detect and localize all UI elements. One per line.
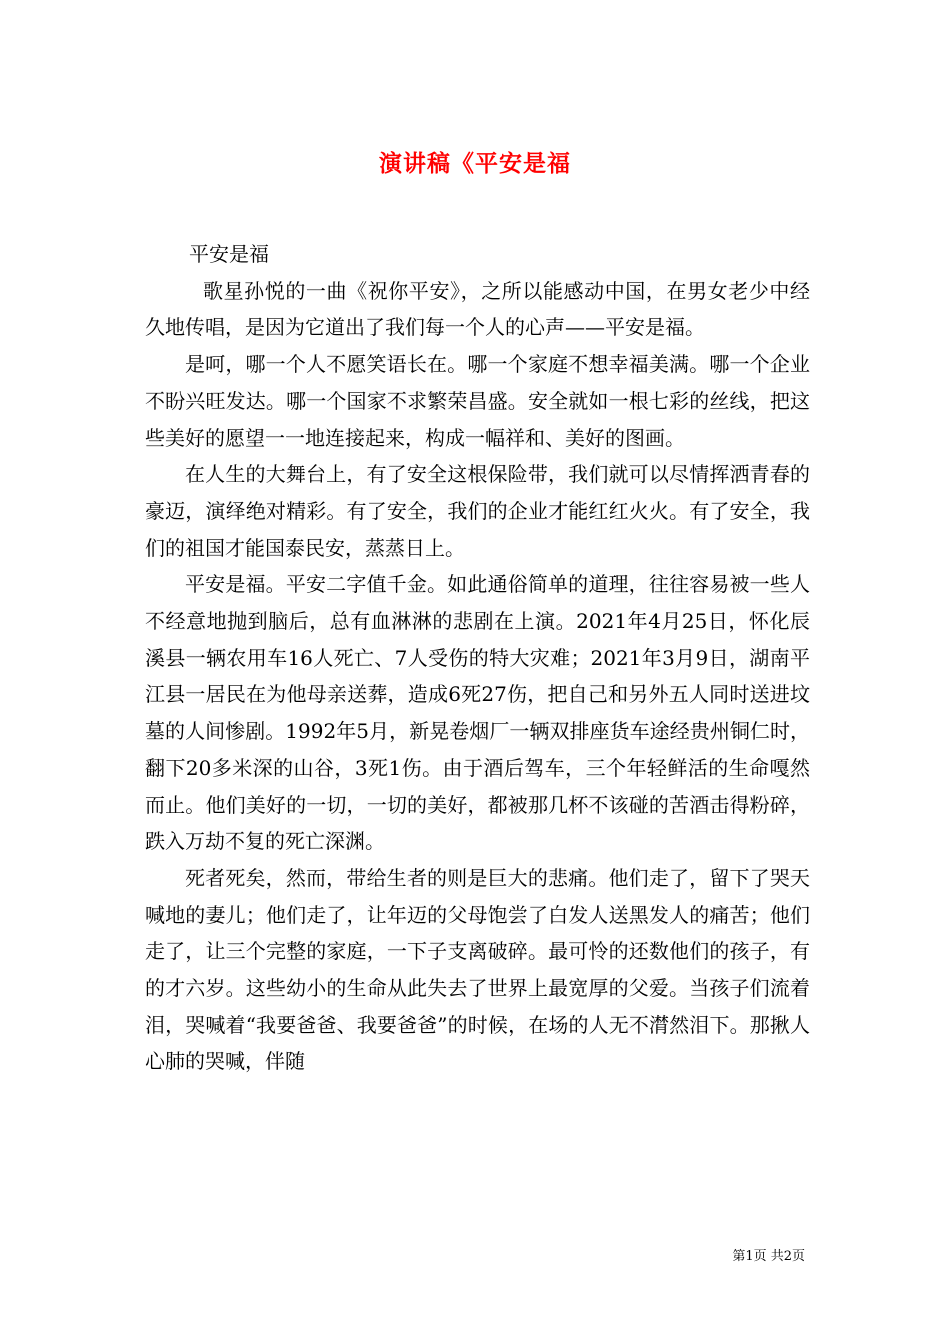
page-number: 第1页 共2页 [732, 1249, 805, 1264]
subtitle-paragraph: 平安是福 [189, 242, 269, 266]
body-paragraph-3: 在人生的大舞台上，有了安全这根保险带，我们就可以尽情挥洒青春的豪迈，演绎绝对精彩。有了安全，我们的企业才能红红火火。有了安全，我们的祖国才能国泰民安，蒸蒸日上。 [145, 462, 810, 560]
body-paragraph-2: 是呵，哪一个人不愿笑语长在。哪一个家庭不想幸福美满。哪一个企业不盼兴旺发达。哪一个国家不求繁荣昌盛。安全就如一根七彩的丝线，把这些美好的愿望一一地连接起来，构成一幅祥和、美好的图画。 [145, 352, 810, 450]
document-body [145, 236, 810, 1080]
document-title: 演讲稿《平安是福 [379, 150, 571, 178]
body-paragraph-1: 歌星孙悦的一曲《祝你平安》，之所以能感动中国，在男女老少中经久地传唱，是因为它道出了我们每一个人的心声——平安是福。 [145, 278, 810, 340]
body-paragraph-5: 死者死矣，然而，带给生者的则是巨大的悲痛。他们走了，留下了哭天喊地的妻儿；他们走了，让年迈的父母饱尝了白发人送黑发人的痛苦；他们走了，让三个完整的家庭，一下子支离破碎。最可怜的还数他们的孩子，有的才六岁。这些幼小的生命从此失去了世界上最宽厚的父爱。当孩子们流着泪，哭喊着“我要爸爸、我要爸爸”的时候，在场的人无不潸然泪下。那揪人心肺的哭喊，伴随 [145, 865, 810, 1074]
body-paragraph-4: 平安是福。平安二字值千金。如此通俗简单的道理，往往容易被一些人不经意地抛到脑后，总有血淋淋的悲剧在上演。2021年4月25日，怀化辰溪县一辆农用车16人死亡、7人受伤的特大灾难；2021年3月9日，湖南平江县一居民在为他母亲送葬，造成6死27伤，把自己和另外五人同时送进坟墓的人间惨剧。1992年5月，新晃卷烟厂一辆双排座货车途经贵州铜仁时，翻下20多米深的山谷，3死1伤。由于酒后驾车，三个年轻鲜活的生命嘎然而止。他们美好的一切，一切的美好，都被那几杯不该碰的苦酒击得粉碎，跌入万劫不复的死亡深渊。 [145, 572, 810, 854]
